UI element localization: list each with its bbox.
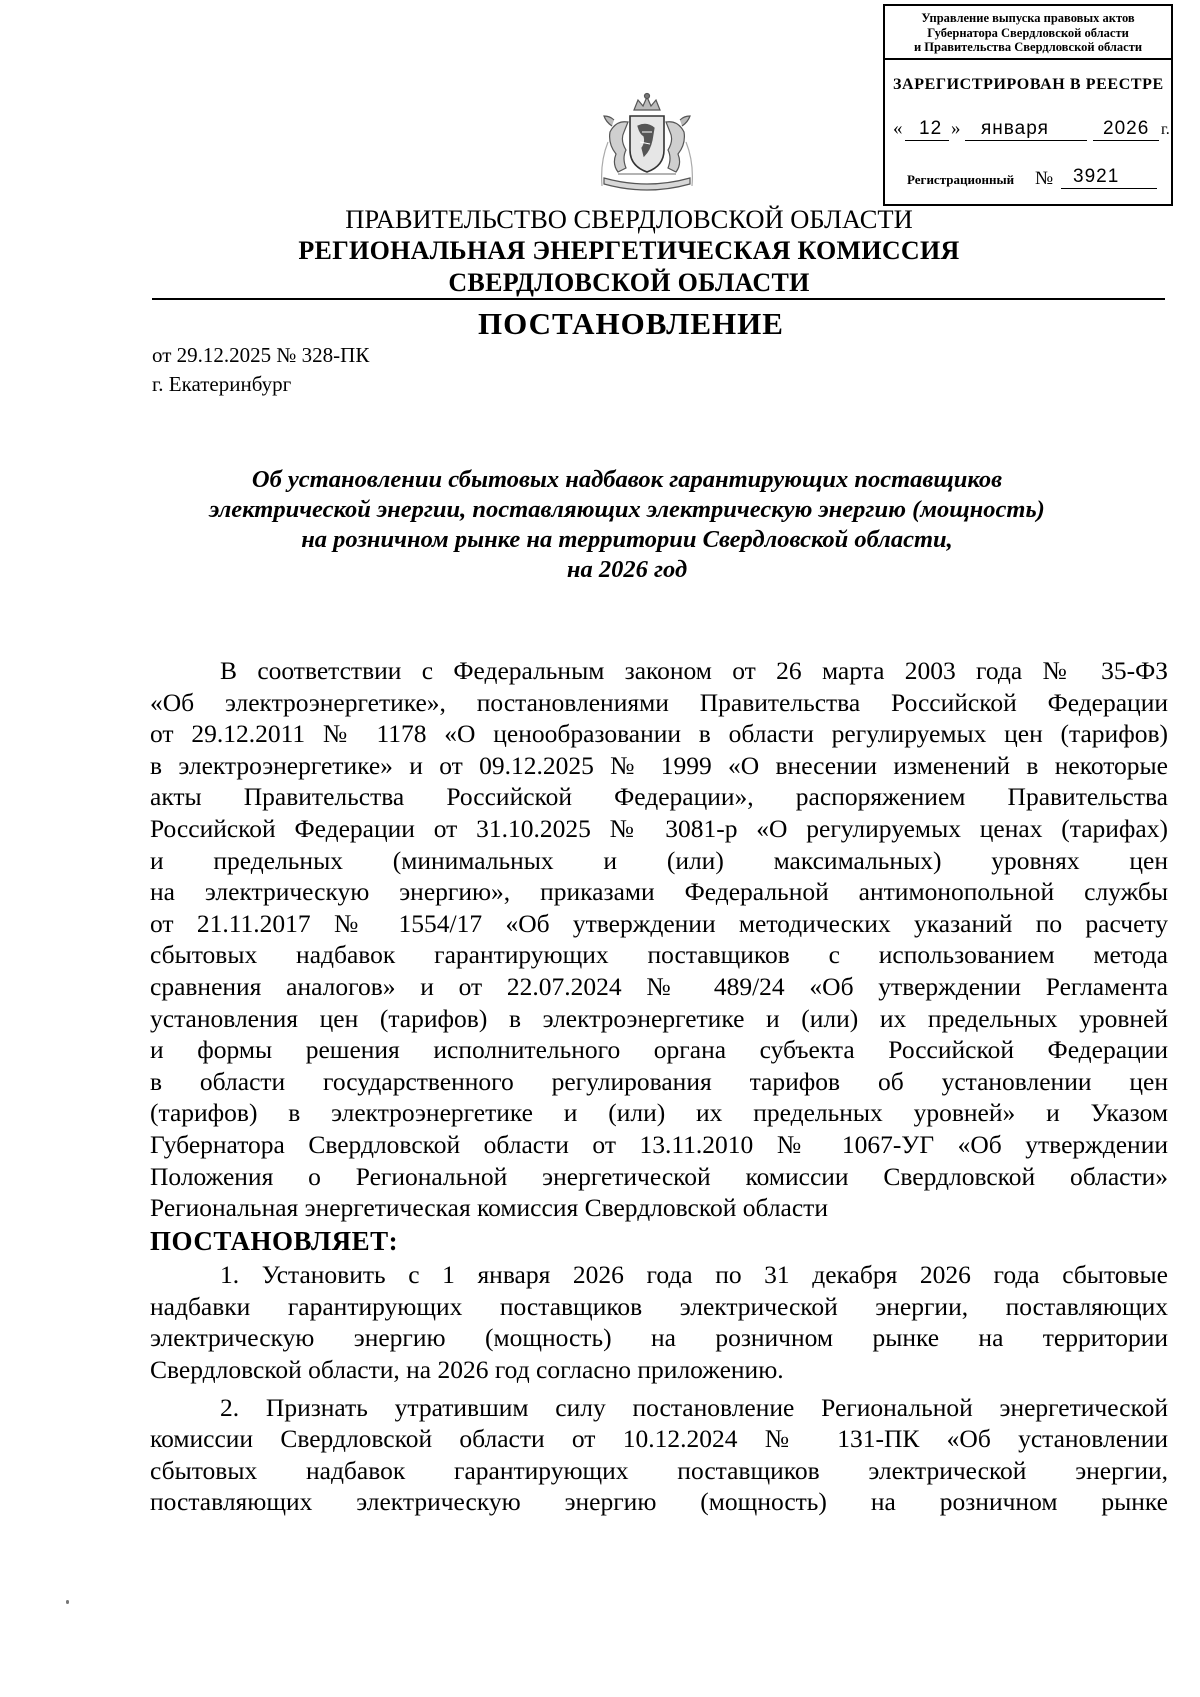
- commission-title-region: СВЕРДЛОВСКОЙ ОБЛАСТИ: [448, 268, 810, 297]
- preamble-line: в электроэнергетике» и от 09.12.2025 № 1999 «О внесении изменений в некоторые: [150, 750, 1168, 780]
- preamble-line: сравнения аналогов» и от 22.07.2024 № 489/24 «Об утверждении Регламента: [150, 971, 1168, 1001]
- preamble-line: в области государственного регулирования тарифов об установлении цен: [150, 1066, 1168, 1096]
- document-body: [150, 655, 1168, 1518]
- preamble-line: Российской Федерации от 31.10.2025 № 3081-р «О регулируемых ценах (тарифах): [150, 813, 1168, 843]
- point-1-line: 1. Установить с 1 января 2026 года по 31 декабря 2026 года сбытовые: [220, 1260, 1168, 1290]
- point-2-line: поставляющих электрическую энергию (мощность) на розничном рынке: [150, 1487, 1168, 1517]
- preamble-line: установления цен (тарифов) в электроэнергетике и (или) их предельных уровней: [150, 1003, 1168, 1033]
- stamp-date: [893, 118, 1169, 144]
- stamp-quote-open: «: [893, 118, 903, 139]
- preamble-line: (тарифов) в электроэнергетике и (или) их предельных уровней» и Указом: [150, 1098, 1168, 1128]
- subject-line: на 2026 год: [566, 556, 688, 583]
- preamble-line: и предельных (минимальных и (или) максимальных) уровнях цен: [150, 845, 1168, 875]
- stamp-day-underline: [905, 140, 949, 141]
- stamp-organization: [885, 6, 1171, 60]
- preamble-line: и формы решения исполнительного органа субъекта Российской Федерации: [150, 1035, 1168, 1065]
- stamp-month-underline: [965, 140, 1087, 141]
- preamble-line: «Об электроэнергетике», постановлениями Правительства Российской Федерации: [150, 687, 1168, 717]
- document-subject: [0, 465, 1200, 585]
- preamble-line: сбытовых надбавок гарантирующих поставщиков с использованием метода: [150, 940, 1168, 970]
- stamp-number-underline: [1061, 188, 1157, 189]
- subject-line: Об установлении сбытовых надбавок гарантирующих поставщиков: [251, 466, 1003, 493]
- header-divider: [152, 298, 1165, 300]
- commission-title: РЕГИОНАЛЬНАЯ ЭНЕРГЕТИЧЕСКАЯ КОМИССИЯ: [298, 236, 960, 265]
- stamp-year-suffix: г.: [1161, 121, 1170, 138]
- registry-stamp: [883, 4, 1173, 206]
- document-date-number: от 29.12.2025 № 328-ПК: [152, 343, 370, 367]
- point-1-line: электрическую энергию (мощность) на розничном рынке на территории: [150, 1323, 1168, 1353]
- preamble-line: Губернатора Свердловской области от 13.11.2010 № 1067-УГ «Об утверждении: [150, 1129, 1168, 1159]
- point-1-line: надбавки гарантирующих поставщиков электрической энергии, поставляющих: [150, 1291, 1168, 1321]
- stamp-year-underline: [1093, 140, 1159, 141]
- document-city: г. Екатеринбург: [152, 372, 292, 396]
- resolves-heading: ПОСТАНОВЛЯЕТ:: [150, 1225, 399, 1256]
- subject-line: электрической энергии, поставляющих электрическую энергию (мощность): [209, 496, 1045, 523]
- point-2-line: сбытовых надбавок гарантирующих поставщиков электрической энергии,: [150, 1455, 1168, 1485]
- preamble-line: В соответствии с Федеральным законом от 26 марта 2003 года № 35-ФЗ: [220, 656, 1168, 685]
- point-2-line: комиссии Свердловской области от 10.12.2024 № 131-ПК «Об установлении: [150, 1424, 1168, 1454]
- stamp-reg-number: 3921: [1073, 166, 1120, 187]
- stamp-quote-close: »: [951, 118, 961, 139]
- government-title: ПРАВИТЕЛЬСТВО СВЕРДЛОВСКОЙ ОБЛАСТИ: [345, 204, 913, 234]
- preamble-line: Региональная энергетическая комиссия Свердловской области: [150, 1193, 828, 1223]
- stamp-year: 2026: [1103, 118, 1150, 139]
- stamp-reg-label: Регистрационный: [907, 172, 1015, 187]
- stamp-org-line: и Правительства Свердловской области: [913, 40, 1143, 54]
- stamp-org-line: Управление выпуска правовых актов: [921, 11, 1135, 25]
- preamble-line: от 29.12.2011 № 1178 «О ценообразовании в области регулируемых цен (тарифов): [150, 719, 1168, 749]
- stamp-org-line: Губернатора Свердловской области: [927, 25, 1129, 40]
- preamble-line: Положения о Региональной энергетической комиссии Свердловской области»: [150, 1161, 1168, 1191]
- preamble-line: на электрическую энергию», приказами Федеральной антимонопольной службы: [150, 877, 1168, 907]
- stamp-number: [907, 168, 1167, 194]
- subject-line: на розничном рынке на территории Свердловской области,: [301, 526, 953, 553]
- coat-of-arms-icon: [594, 92, 700, 196]
- point-2-line: 2. Признать утратившим силу постановление Региональной энергетической: [220, 1392, 1168, 1422]
- preamble-line: акты Правительства Российской Федерации», распоряжением Правительства: [150, 782, 1168, 812]
- stamp-no-sign: №: [1035, 168, 1054, 189]
- scan-speck: [66, 1600, 69, 1604]
- stamp-month: января: [981, 118, 1049, 139]
- document-type-title: ПОСТАНОВЛЕНИЕ: [478, 306, 784, 341]
- stamp-day: 12: [919, 118, 943, 139]
- point-1-line: Свердловской области, на 2026 год согласно приложению.: [150, 1355, 784, 1385]
- stamp-registered-label: ЗАРЕГИСТРИРОВАН В РЕЕСТРЕ: [893, 76, 1164, 93]
- preamble-line: от 21.11.2017 № 1554/17 «Об утверждении методических указаний по расчету: [150, 908, 1168, 938]
